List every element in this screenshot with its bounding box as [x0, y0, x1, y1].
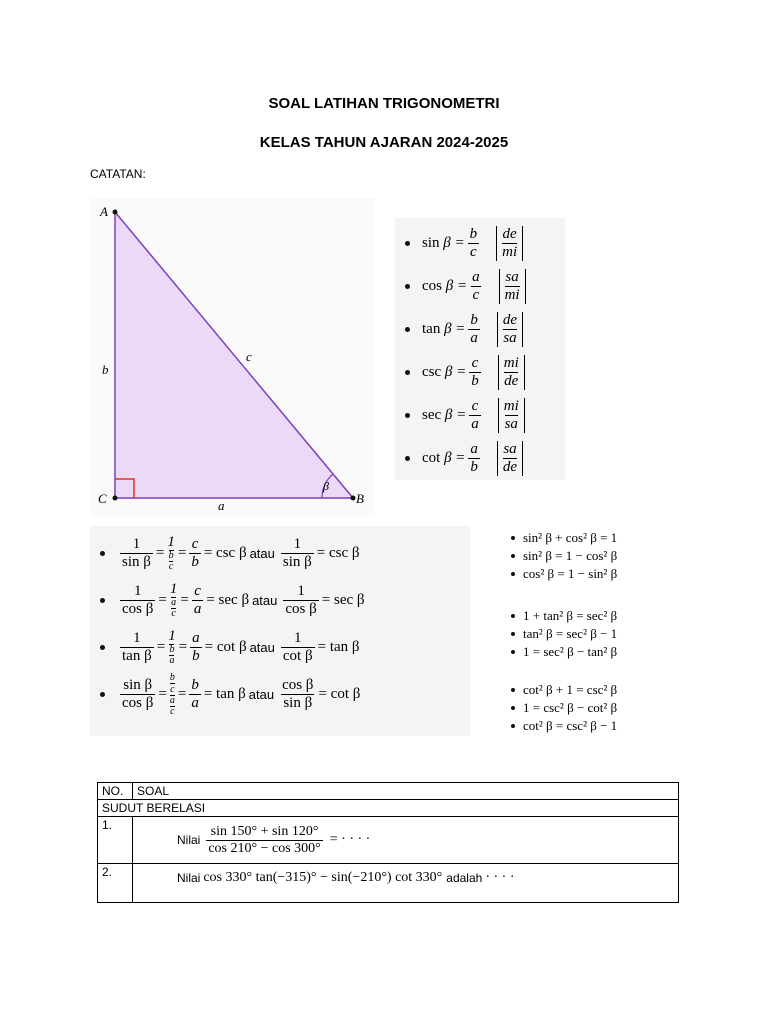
mnemonic-bracket [498, 398, 525, 433]
nested-fraction [170, 672, 175, 717]
nested-fraction [170, 581, 178, 620]
atau-label: atau [249, 545, 275, 561]
ratio-fraction [469, 355, 481, 389]
ratio-variable: β = [439, 234, 465, 251]
ratio-fraction-denominator: a [193, 600, 202, 617]
equals-sign: = [177, 544, 187, 561]
ratio-fraction-numerator: b [469, 226, 478, 242]
equals-sign: = [155, 544, 165, 561]
side-b-label: b [102, 362, 109, 377]
bullet-icon [405, 284, 410, 289]
mnemonic-bottom: sa [503, 329, 517, 346]
identity-item [511, 716, 617, 736]
vertex-b-label: B [356, 491, 364, 506]
equals-sign: = [177, 685, 187, 702]
left-fraction-denominator: sin β [122, 553, 151, 570]
section-row [98, 800, 679, 817]
bullet-icon [511, 706, 515, 710]
table-header-row [98, 783, 679, 800]
bullet-icon [511, 572, 515, 576]
identity-text: sin² β + cos² β = 1 [523, 530, 618, 545]
equals-sign: = [180, 591, 189, 608]
angle-beta-label: β [323, 479, 329, 493]
mnemonic-top: mi [503, 397, 519, 414]
result-text: = csc β [203, 544, 247, 561]
bullet-icon [405, 241, 410, 246]
identity-text: 1 = csc² β − cot² β [523, 700, 618, 715]
ratio-fraction-denominator: b [471, 372, 479, 389]
ratio-variable: β = [440, 320, 466, 337]
alt-fraction [281, 630, 315, 664]
question-expression: cos 330° tan(−315)° − sin(−210°) cot 330° [203, 870, 443, 885]
bullet-icon [405, 413, 410, 418]
bullet-icon [511, 536, 515, 540]
ratio-item [405, 265, 526, 307]
equals-sign: = [158, 591, 167, 608]
equals-sign: = [178, 638, 188, 655]
nested-top-num: b [169, 671, 175, 683]
title-line-2: KELAS TAHUN AJARAN 2024-2025 [259, 134, 509, 151]
left-fraction [120, 677, 155, 711]
right-triangle-figure [90, 198, 375, 516]
ratio-item [405, 394, 525, 436]
identity-item [511, 698, 617, 718]
ratio-function: sin [422, 234, 440, 251]
ratio-variable: β = [442, 277, 468, 294]
identity-text: cot² β = csc² β − 1 [523, 718, 618, 733]
bullet-icon [511, 650, 515, 654]
alt-result-text: = cot β [318, 685, 361, 702]
identity-item [511, 528, 617, 548]
identity-item [511, 680, 617, 700]
ratio-fraction [189, 536, 201, 570]
bullet-icon [405, 456, 410, 461]
nested-numerator: 1 [168, 627, 176, 644]
ratio-fraction [190, 630, 202, 664]
result-text: = sec β [206, 591, 250, 608]
alt-fraction [280, 677, 315, 711]
identity-text: cot² β + 1 = csc² β [523, 682, 618, 697]
side-c-label: c [246, 349, 252, 364]
fraction-numerator: sin 150° + sin 120° [210, 824, 319, 840]
ratio-item [405, 222, 523, 264]
ratio-definitions-panel [395, 218, 565, 480]
header-no: NO. [98, 783, 133, 800]
question-content [133, 817, 679, 864]
question-prefix: Nilai [177, 871, 201, 885]
question-table [97, 782, 679, 903]
alt-fraction [281, 536, 314, 570]
alt-fraction-numerator: 1 [294, 630, 302, 646]
left-fraction-denominator: tan β [122, 647, 152, 664]
atau-label: atau [252, 592, 278, 608]
identity-text: 1 = sec² β − tan² β [523, 644, 618, 659]
identity-item [511, 642, 617, 662]
alt-result-text: = csc β [316, 544, 360, 561]
mnemonic-top: de [502, 311, 518, 328]
ratio-fraction-numerator: a [192, 630, 200, 646]
alt-fraction-numerator: 1 [297, 583, 305, 599]
side-a-label: a [218, 498, 225, 513]
equals-sign: = [158, 685, 167, 702]
vertex-a-dot [113, 210, 118, 215]
bullet-icon [511, 554, 515, 558]
ratio-variable: β = [440, 449, 466, 466]
ratio-fraction-denominator: b [191, 553, 199, 570]
bullet-icon [405, 327, 410, 332]
atau-label: atau [248, 686, 275, 702]
ratio-variable: β = [441, 363, 467, 380]
equals-sign: = [156, 638, 166, 655]
nested-inner-numerator: b [169, 644, 175, 656]
nested-inner-numerator: b [168, 550, 174, 562]
left-fraction [120, 536, 153, 570]
ratio-function: cot [422, 449, 441, 466]
nested-inner-numerator: a [169, 694, 175, 706]
nested-denominator [170, 695, 175, 717]
identity-text: tan² β = sec² β − 1 [523, 626, 618, 641]
ratio-function: csc [422, 363, 442, 380]
ratio-fraction-denominator: b [192, 647, 200, 664]
ratio-variable: β = [441, 406, 467, 423]
ratio-fraction-numerator: c [471, 398, 479, 414]
mnemonic-bottom: sa [504, 415, 518, 432]
identity-text: cos² β = 1 − sin² β [523, 566, 618, 581]
bullet-icon [100, 551, 105, 556]
ratio-function: tan [422, 320, 441, 337]
mnemonic-bottom: mi [502, 243, 518, 260]
left-fraction-numerator: sin β [123, 677, 153, 693]
mnemonic-bracket [498, 355, 525, 390]
identity-text: 1 + tan² β = sec² β [523, 608, 618, 623]
identity-item [511, 546, 617, 566]
reciprocal-item [100, 671, 360, 717]
bullet-icon [511, 614, 515, 618]
mnemonic-bottom: mi [504, 286, 520, 303]
ratio-fraction-denominator: c [470, 243, 477, 260]
nested-inner-denominator: c [168, 561, 174, 573]
ratio-fraction [468, 312, 480, 346]
note-label: CATATAN: [90, 167, 146, 181]
table-row [98, 864, 679, 903]
identity-item [511, 606, 617, 626]
ratio-fraction [469, 398, 481, 432]
identity-item [511, 564, 617, 584]
ratio-fraction-numerator: c [471, 355, 479, 371]
question-tail: · · · · [485, 870, 515, 885]
left-fraction-numerator: 1 [133, 583, 142, 599]
bullet-icon [100, 598, 105, 603]
atau-label: atau [249, 639, 275, 655]
ratio-fraction [189, 677, 201, 711]
ratio-fraction-numerator: c [194, 583, 201, 599]
left-fraction [120, 630, 154, 664]
ratio-fraction [470, 269, 482, 303]
left-fraction-denominator: cos β [122, 694, 154, 711]
mnemonic-bottom: de [504, 372, 519, 389]
identity-item [511, 624, 617, 644]
pythagorean-identities-panel [505, 526, 675, 736]
alt-result-text: = tan β [317, 638, 360, 655]
result-text: = tan β [203, 685, 246, 702]
reciprocal-relations-panel [90, 526, 470, 736]
ratio-fraction-numerator: c [191, 536, 199, 552]
alt-fraction [283, 583, 318, 617]
alt-fraction-numerator: cos β [282, 677, 314, 693]
bullet-icon [100, 692, 105, 697]
question-fraction [206, 824, 322, 856]
ratio-item [405, 351, 525, 393]
reciprocal-item [100, 577, 365, 623]
nested-fraction [168, 628, 176, 667]
mnemonic-top: de [502, 225, 517, 242]
title-line-1: SOAL LATIHAN TRIGONOMETRI [268, 95, 500, 112]
bullet-icon [405, 370, 410, 375]
mnemonic-top: mi [503, 354, 519, 371]
ratio-fraction-denominator: a [470, 329, 478, 346]
mnemonic-bracket [497, 312, 523, 347]
bullet-icon [100, 645, 105, 650]
ratio-fraction-denominator: a [191, 694, 199, 711]
bullet-icon [511, 688, 515, 692]
ratio-fraction-numerator: b [470, 312, 478, 328]
ratio-function: sec [422, 406, 442, 423]
ratio-fraction [468, 441, 480, 475]
mnemonic-bottom: de [502, 458, 518, 475]
question-tail: = · · · · [329, 832, 371, 847]
fraction-denominator: cos 210° − cos 300° [208, 840, 321, 856]
mnemonic-bracket [496, 226, 523, 261]
ratio-fraction [468, 226, 480, 260]
ratio-fraction-denominator: b [470, 458, 478, 475]
vertex-c-dot [113, 496, 118, 501]
vertex-a-label: A [100, 204, 108, 219]
question-content [133, 864, 679, 903]
ratio-fraction-denominator: a [471, 415, 479, 432]
ratio-fraction-numerator: a [472, 269, 480, 285]
nested-denominator [169, 644, 174, 666]
mnemonic-top: sa [503, 440, 517, 457]
question-number: 1. [98, 817, 133, 864]
question-number: 2. [98, 864, 133, 903]
reciprocal-item [100, 624, 360, 670]
vertex-b-dot [351, 496, 356, 501]
mnemonic-bracket [499, 269, 526, 304]
nested-inner-denominator: a [169, 655, 175, 667]
nested-inner-denominator: c [171, 608, 176, 620]
bullet-icon [511, 632, 515, 636]
alt-fraction-denominator: sin β [283, 694, 313, 711]
alt-fraction-denominator: cot β [282, 647, 313, 664]
table-row [98, 817, 679, 864]
identity-text: sin² β = 1 − cos² β [523, 548, 618, 563]
bullet-icon [511, 724, 515, 728]
alt-fraction-denominator: cos β [285, 600, 317, 617]
nested-numerator: 1 [167, 533, 175, 550]
alt-fraction-numerator: 1 [293, 536, 302, 552]
ratio-item [405, 437, 523, 479]
ratio-fraction-numerator: b [191, 677, 199, 693]
nested-denominator [169, 550, 174, 572]
alt-result-text: = sec β [321, 591, 365, 608]
nested-fraction [167, 534, 175, 573]
header-soal: SOAL [133, 783, 679, 800]
ratio-item [405, 308, 523, 350]
question-prefix: Nilai [177, 833, 201, 847]
left-fraction-numerator: 1 [132, 536, 141, 552]
left-fraction-denominator: cos β [122, 600, 154, 617]
nested-top-den: c [170, 683, 175, 695]
ratio-function: cos [422, 277, 442, 294]
nested-inner-numerator: a [171, 597, 177, 609]
reciprocal-item [100, 530, 360, 576]
nested-numerator: 1 [169, 580, 178, 597]
nested-inner-denominator: c [170, 705, 175, 717]
nested-numerator [170, 672, 175, 695]
mnemonic-bracket [497, 441, 523, 476]
alt-fraction-denominator: sin β [282, 553, 312, 570]
question-adalah: adalah [446, 871, 483, 885]
section-label: SUDUT BERELASI [98, 800, 679, 817]
mnemonic-top: sa [505, 268, 519, 285]
left-fraction-numerator: 1 [133, 630, 141, 646]
ratio-fraction-numerator: a [470, 441, 478, 457]
left-fraction [120, 583, 155, 617]
ratio-fraction [192, 583, 204, 617]
ratio-fraction-denominator: c [472, 286, 480, 303]
vertex-c-label: C [98, 491, 107, 506]
result-text: = cot β [204, 638, 247, 655]
nested-denominator [171, 597, 176, 619]
